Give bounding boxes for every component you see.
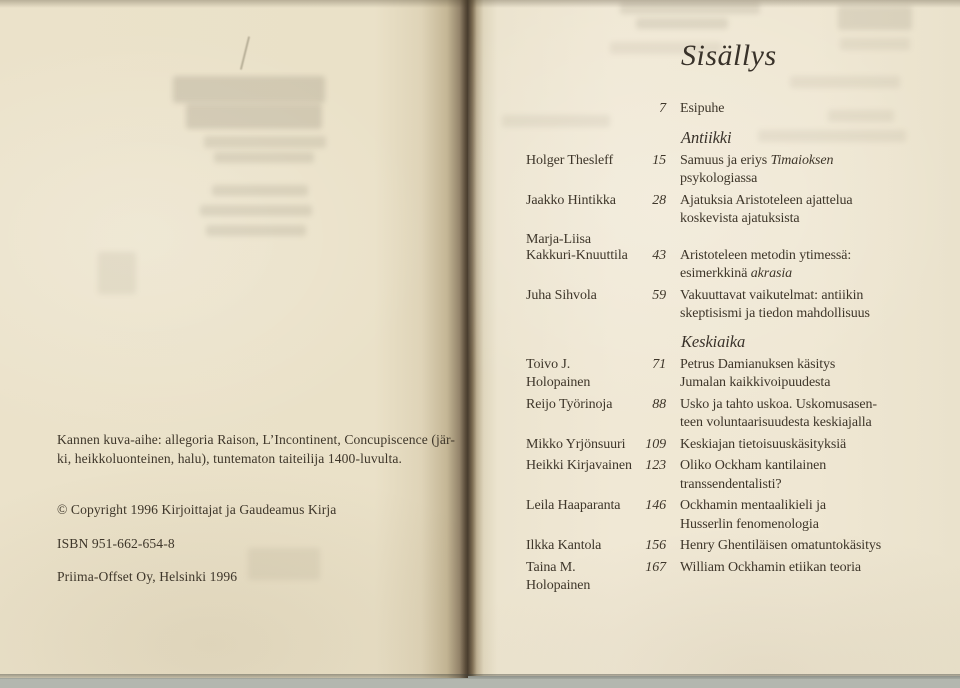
ghost-text <box>212 185 308 196</box>
toc-title: Ockhamin mentaalikieli ja Husserlin fenomenologia <box>680 498 827 532</box>
toc-author: Reijo Työrinoja <box>526 396 613 412</box>
isbn-line: ISBN 951-662-654-8 <box>57 536 175 551</box>
toc-page-number: 7 <box>659 101 666 116</box>
scratch-mark <box>240 36 250 69</box>
toc-title: William Ockhamin etiikan teoria <box>680 559 861 575</box>
toc-page-number: 15 <box>652 152 666 168</box>
contents-title: Sisällys <box>681 39 777 72</box>
cover-note-line-2: ki, heikkoluonteinen, halu), tuntematon taiteilija 1400-luvulta. <box>57 451 403 466</box>
page-bottom-seam <box>0 674 960 679</box>
toc-page-number: 28 <box>652 192 666 208</box>
toc-entry <box>468 396 960 433</box>
toc-entry <box>468 232 960 284</box>
toc-title: Ajatuksia Aristoteleen ajattelua koskevista ajatuksista <box>680 192 853 226</box>
printer-line: Priima-Offset Oy, Helsinki 1996 <box>57 569 238 584</box>
toc-page-number: 167 <box>645 559 666 575</box>
table-of-contents <box>468 100 960 596</box>
ghost-text <box>186 104 322 129</box>
toc-author: Juha Sihvola <box>526 287 597 303</box>
toc-author: Ilkka Kantola <box>526 538 602 553</box>
toc-preface-row <box>468 100 960 119</box>
toc-title: Henry Ghentiläisen omatuntokäsitys <box>680 538 882 553</box>
toc-title: Petrus Damianuksen käsitys Jumalan kaikkivoipuudesta <box>680 356 836 390</box>
copyright-line: © Copyright 1996 Kirjoittajat ja Gaudeamus Kirja <box>57 502 337 517</box>
left-page <box>0 0 468 678</box>
toc-page-number: 109 <box>645 436 666 452</box>
toc-title: Keskiajan tietoisuuskäsityksiä <box>680 436 847 452</box>
toc-author: Jaakko Hintikka <box>526 192 616 208</box>
toc-page-number: 71 <box>652 356 666 372</box>
toc-author: Leila Haaparanta <box>526 498 621 513</box>
toc-entry <box>468 559 960 596</box>
toc-entry <box>468 152 960 189</box>
toc-title: Aristoteleen metodin ytimessä: esimerkkinä akrasia <box>680 247 852 281</box>
ghost-text <box>173 76 325 103</box>
toc-preface-label: Esipuhe <box>680 101 725 116</box>
toc-author <box>526 100 636 119</box>
toc-section-heading: Keskiaika <box>681 331 746 351</box>
colophon <box>57 430 459 586</box>
cover-note <box>57 430 459 468</box>
toc-page-number: 88 <box>652 396 666 412</box>
toc-title: Usko ja tahto uskoa. Uskomusasen- teen voluntaarisuudesta keskiajalla <box>680 396 877 430</box>
toc-author: Taina M. Holopainen <box>526 559 591 593</box>
ink-smudge <box>98 252 136 294</box>
ghost-text <box>200 205 312 216</box>
toc-entry <box>468 537 960 556</box>
ghost-text <box>214 152 314 163</box>
toc-entry <box>468 356 960 393</box>
toc-section-heading: Antiikki <box>681 127 732 147</box>
toc-author: Toivo J. Holopainen <box>526 356 591 390</box>
toc-author: Holger Thesleff <box>526 152 614 168</box>
toc-page-number: 146 <box>645 498 666 513</box>
toc-author: Marja-Liisa Kakkuri-Knuuttila <box>526 231 628 263</box>
toc-author: Mikko Yrjönsuuri <box>526 436 626 452</box>
toc-entry <box>468 497 960 534</box>
toc-page-number: 59 <box>652 287 666 303</box>
toc-page-number: 123 <box>645 458 666 473</box>
toc-title: Oliko Ockham kantilainen transsendentalisti? <box>680 458 827 492</box>
toc-entry <box>468 287 960 324</box>
toc-page-number: 43 <box>652 247 666 263</box>
toc-entry <box>468 457 960 494</box>
toc-page-number: 156 <box>645 538 666 553</box>
toc-title: Vakuuttavat vaikutelmat: antiikin skeptisismi ja tiedon mahdollisuus <box>680 287 870 321</box>
toc-entry <box>468 436 960 455</box>
toc-title: Samuus ja eriys Timaioksen psykologiassa <box>680 152 834 186</box>
ghost-text <box>206 225 306 236</box>
contents-page-content <box>468 0 960 599</box>
ghost-text <box>204 136 326 148</box>
toc-entry <box>468 192 960 229</box>
toc-author: Heikki Kirjavainen <box>526 458 632 473</box>
cover-note-line-1: Kannen kuva-aihe: allegoria Raison, L’Incontinent, Concupiscence (jär- <box>57 432 456 447</box>
right-page <box>468 0 960 676</box>
